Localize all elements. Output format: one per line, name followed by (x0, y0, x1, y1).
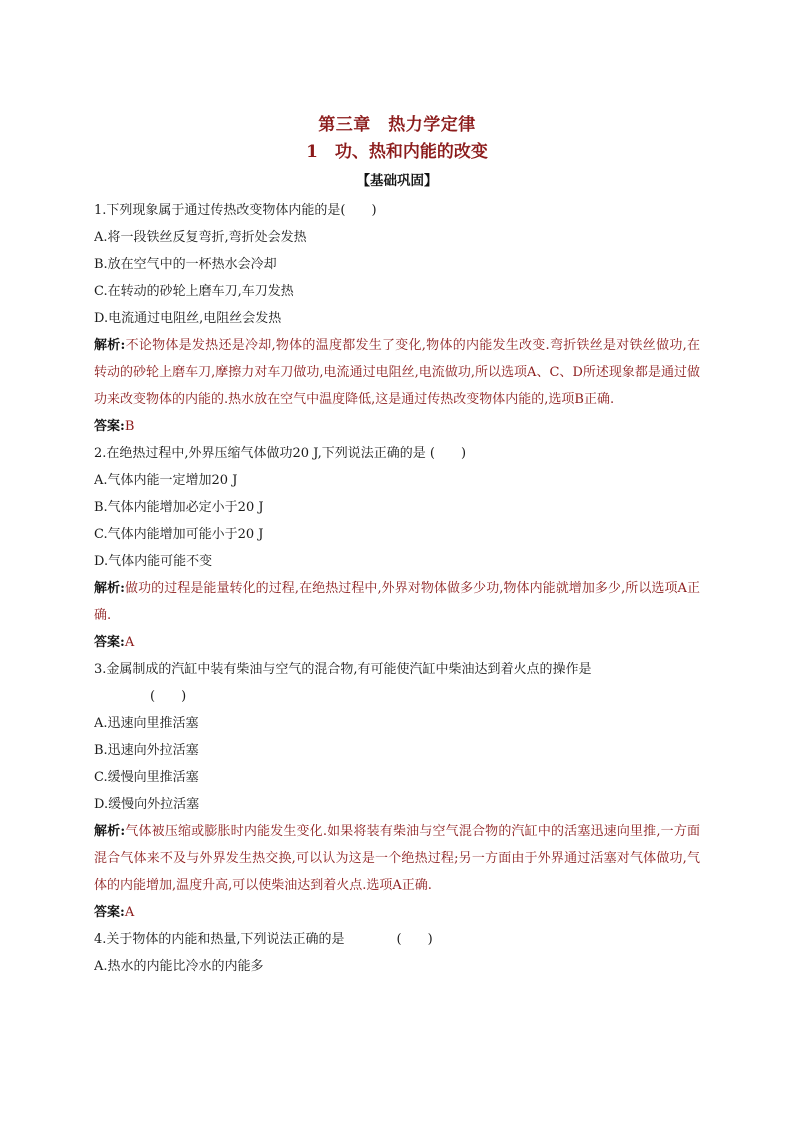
option-b: B.气体内能增加必定小于20 J (94, 500, 264, 515)
analysis (94, 818, 700, 899)
option-a: A.热水的内能比冷水的内能多 (94, 959, 264, 974)
question-stem: 4.关于物体的内能和热量,下列说法正确的是 ( ) (94, 932, 433, 947)
answer-value: B (124, 419, 135, 434)
answer-label: 答案: (94, 635, 125, 650)
question-stem: 3.金属制成的汽缸中装有柴油与空气的混合物,有可能使汽缸中柴油达到着火点的操作是 (94, 662, 592, 677)
analysis-text: 做功的过程是能量转化的过程,在绝热过程中,外界对物体做多少功,物体内能就增加多少,所以选项A正确. (94, 581, 700, 623)
answer-value: A (124, 905, 135, 920)
answer (94, 899, 700, 926)
option-a: A.气体内能一定增加20 J (94, 473, 238, 488)
option-c: C.气体内能增加可能小于20 J (94, 527, 264, 542)
option-c: C.在转动的砂轮上磨车刀,车刀发热 (94, 284, 294, 299)
option-b: B.放在空气中的一杯热水会冷却 (94, 257, 277, 272)
analysis-label: 解析: (94, 824, 126, 839)
option-d: D.缓慢向外拉活塞 (94, 797, 200, 812)
question-2 (94, 440, 700, 656)
answer-value: A (124, 635, 135, 650)
answer-blank: ( ) (150, 689, 187, 704)
option-d: D.气体内能可能不变 (94, 554, 213, 569)
option-c: C.缓慢向里推活塞 (94, 770, 199, 785)
option-a: A.迅速向里推活塞 (94, 716, 199, 731)
option-a: A.将一段铁丝反复弯折,弯折处会发热 (94, 230, 307, 245)
analysis-text: 不论物体是发热还是冷却,物体的温度都发生了变化,物体的内能发生改变.弯折铁丝是对铁丝做功,在转动的砂轮上磨车刀,摩擦力对车刀做功,电流通过电阻丝,电流做功,所以选项A、C、D所述现象都是通过做功来改变物体的内能的.热水放在空气中温度降低,这是通过传热改变物体内能的,选项B正确. (94, 338, 700, 407)
answer-label: 答案: (94, 419, 125, 434)
analysis (94, 575, 700, 629)
question-4 (94, 926, 700, 980)
question-1 (94, 197, 700, 440)
option-d: D.电流通过电阻丝,电阻丝会发热 (94, 311, 282, 326)
answer (94, 629, 700, 656)
question-stem: 2.在绝热过程中,外界压缩气体做功20 J,下列说法正确的是 ( ) (94, 446, 467, 461)
lesson-title: 1 功、热和内能的改变 (306, 142, 488, 162)
answer (94, 413, 700, 440)
page-content (94, 112, 700, 980)
analysis-text: 气体被压缩或膨胀时内能发生变化.如果将装有柴油与空气混合物的汽缸中的活塞迅速向里推,一方面混合气体来不及与外界发生热交换,可以认为这是一个绝热过程;另一方面由于外界通过活塞对气体做功,气体的内能增加,温度升高,可以使柴油达到着火点.选项A正确. (94, 824, 700, 893)
section-title: 【基础巩固】 (356, 173, 438, 189)
analysis-label: 解析: (94, 338, 126, 353)
analysis (94, 332, 700, 413)
question-3 (94, 656, 700, 926)
analysis-label: 解析: (94, 581, 125, 596)
answer-label: 答案: (94, 905, 125, 920)
option-b: B.迅速向外拉活塞 (94, 743, 199, 758)
question-stem: 1.下列现象属于通过传热改变物体内能的是( ) (94, 203, 377, 218)
chapter-title: 第三章 热力学定律 (318, 115, 476, 135)
